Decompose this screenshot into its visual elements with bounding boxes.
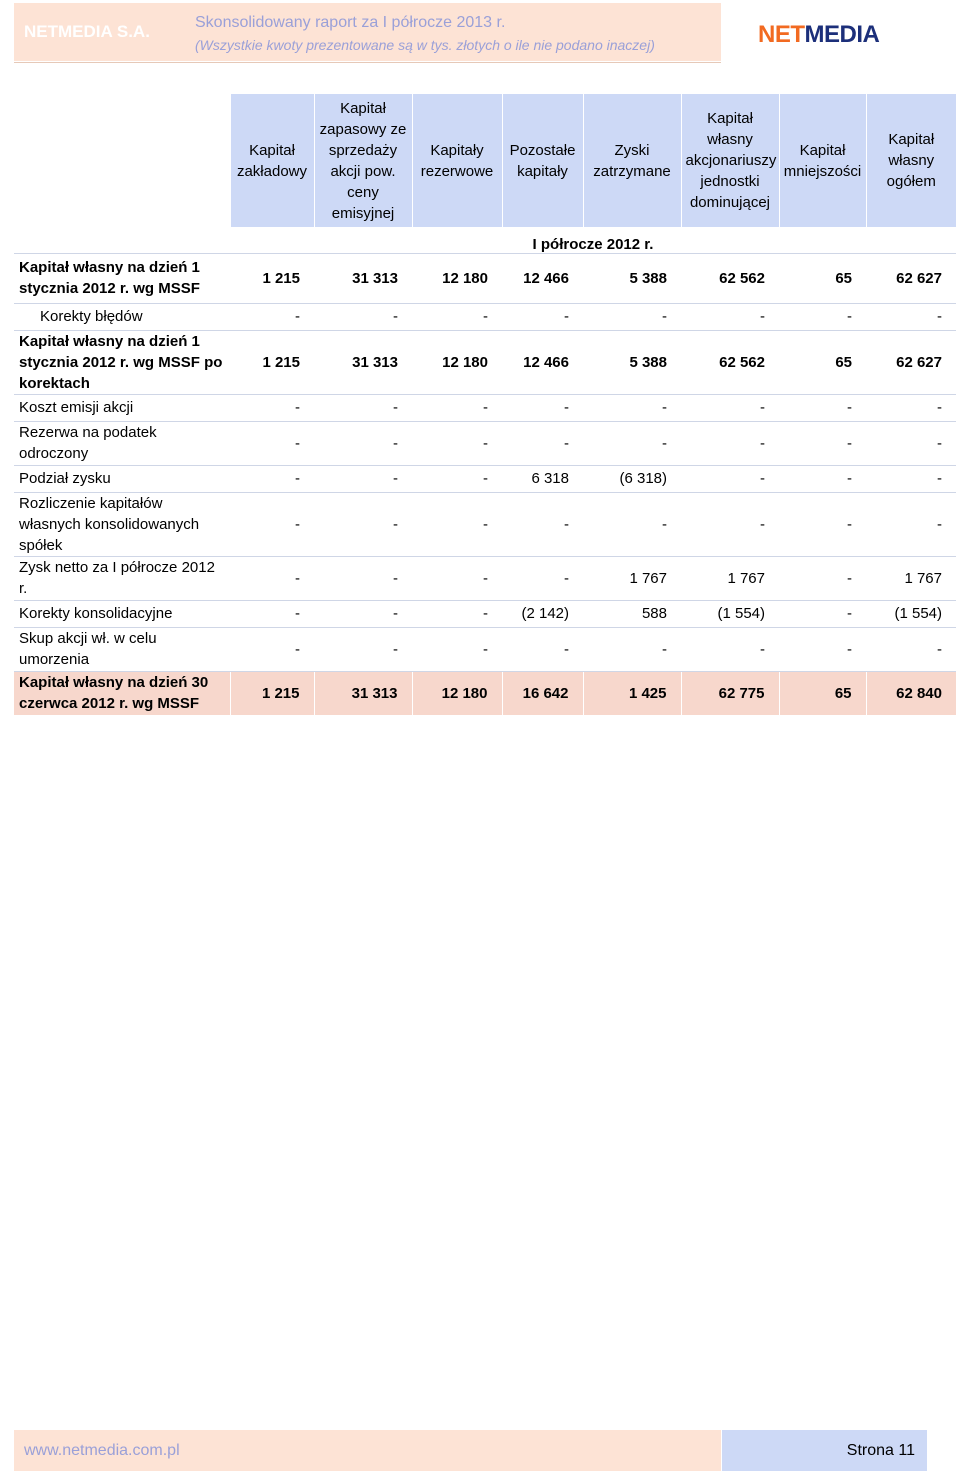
value-cell: - <box>779 394 866 421</box>
value-cell: 1 767 <box>583 556 681 600</box>
value-cell: - <box>314 394 412 421</box>
value-cell: - <box>412 303 502 330</box>
table-row <box>14 671 956 715</box>
value-cell: - <box>583 627 681 671</box>
value-cell: - <box>230 421 314 465</box>
report-subtitle: (Wszystkie kwoty prezentowane są w tys. złotych o ile nie podano inaczej) <box>195 37 655 53</box>
row-label: Kapitał własny na dzień 1 stycznia 2012 r. wg MSSF po korektach <box>14 330 230 394</box>
column-header: Zyski zatrzymane <box>583 94 681 227</box>
value-cell: - <box>230 492 314 556</box>
company-name: NETMEDIA S.A. <box>24 22 150 41</box>
value-cell: 62 562 <box>681 330 779 394</box>
value-cell: - <box>502 421 583 465</box>
table-row <box>14 330 956 394</box>
corner-cell <box>14 94 230 227</box>
table-row <box>14 465 956 492</box>
value-cell: - <box>230 303 314 330</box>
value-cell: 1 215 <box>230 330 314 394</box>
value-cell: - <box>314 556 412 600</box>
value-cell: - <box>412 556 502 600</box>
row-label: Rozliczenie kapitałów własnych konsolidowanych spółek <box>14 492 230 556</box>
equity-changes-table <box>14 94 956 715</box>
report-title: Skonsolidowany raport za I półrocze 2013 r. <box>195 14 506 31</box>
row-label: Podział zysku <box>14 465 230 492</box>
value-cell: 1 425 <box>583 671 681 715</box>
period-row <box>14 227 956 253</box>
value-cell: 16 642 <box>502 671 583 715</box>
value-cell: 62 627 <box>866 330 956 394</box>
value-cell: 65 <box>779 253 866 303</box>
value-cell: - <box>502 492 583 556</box>
value-cell: - <box>583 492 681 556</box>
table-row <box>14 303 956 330</box>
row-label: Kapitał własny na dzień 30 czerwca 2012 r. wg MSSF <box>14 671 230 715</box>
value-cell: - <box>230 600 314 627</box>
column-header: Kapitał zakładowy <box>230 94 314 227</box>
value-cell: 1 767 <box>866 556 956 600</box>
value-cell: 31 313 <box>314 330 412 394</box>
row-label: Korekty błędów <box>14 303 230 330</box>
value-cell: - <box>779 627 866 671</box>
value-cell: - <box>412 465 502 492</box>
page-number: Strona 11 <box>846 1442 915 1459</box>
column-header: Kapitał zapasowy ze sprzedaży akcji pow. ceny emisyjnej <box>314 94 412 227</box>
value-cell: (6 318) <box>583 465 681 492</box>
row-label: Zysk netto za I półrocze 2012 r. <box>14 556 230 600</box>
value-cell: - <box>866 465 956 492</box>
value-cell: - <box>866 421 956 465</box>
table-row <box>14 627 956 671</box>
column-header: Kapitały rezerwowe <box>412 94 502 227</box>
value-cell: - <box>412 421 502 465</box>
row-label: Rezerwa na podatek odroczony <box>14 421 230 465</box>
row-label: Koszt emisji akcji <box>14 394 230 421</box>
value-cell: 12 180 <box>412 330 502 394</box>
value-cell: 65 <box>779 671 866 715</box>
column-header: Kapitał własny akcjonariuszy jednostki dominującej <box>681 94 779 227</box>
value-cell: 62 627 <box>866 253 956 303</box>
table-row <box>14 421 956 465</box>
table-row <box>14 492 956 556</box>
value-cell: - <box>866 627 956 671</box>
footer-page-band <box>722 1430 927 1471</box>
footer-url: www.netmedia.com.pl <box>24 1442 180 1459</box>
value-cell: - <box>866 492 956 556</box>
value-cell: 31 313 <box>314 671 412 715</box>
value-cell: 12 466 <box>502 330 583 394</box>
value-cell: 65 <box>779 330 866 394</box>
value-cell: - <box>502 303 583 330</box>
svg-text:NETMEDIA: NETMEDIA <box>758 21 880 46</box>
value-cell: 1 215 <box>230 671 314 715</box>
value-cell: - <box>583 303 681 330</box>
value-cell: - <box>412 600 502 627</box>
value-cell: 1 767 <box>681 556 779 600</box>
value-cell: - <box>412 394 502 421</box>
value-cell: - <box>314 421 412 465</box>
value-cell: 12 466 <box>502 253 583 303</box>
value-cell: - <box>314 627 412 671</box>
column-header: Kapitał własny ogółem <box>866 94 956 227</box>
value-cell: 588 <box>583 600 681 627</box>
value-cell: 12 180 <box>412 253 502 303</box>
footer-band <box>14 1430 721 1471</box>
value-cell: - <box>779 600 866 627</box>
value-cell: - <box>583 394 681 421</box>
value-cell: - <box>779 492 866 556</box>
value-cell: - <box>681 394 779 421</box>
value-cell: - <box>866 303 956 330</box>
netmedia-logo <box>758 20 938 46</box>
value-cell: - <box>502 556 583 600</box>
value-cell: 62 562 <box>681 253 779 303</box>
value-cell: - <box>866 394 956 421</box>
row-label: Skup akcji wł. w celu umorzenia <box>14 627 230 671</box>
value-cell: - <box>502 394 583 421</box>
value-cell: - <box>681 303 779 330</box>
row-label: Korekty konsolidacyjne <box>14 600 230 627</box>
value-cell: - <box>681 627 779 671</box>
table-row <box>14 556 956 600</box>
value-cell: - <box>583 421 681 465</box>
value-cell: - <box>230 465 314 492</box>
value-cell: - <box>314 492 412 556</box>
header-divider <box>14 62 721 63</box>
value-cell: 12 180 <box>412 671 502 715</box>
value-cell: (2 142) <box>502 600 583 627</box>
value-cell: - <box>412 492 502 556</box>
value-cell: - <box>779 421 866 465</box>
value-cell: - <box>502 627 583 671</box>
value-cell: 5 388 <box>583 330 681 394</box>
period-label: I półrocze 2012 r. <box>532 235 654 253</box>
value-cell: 1 215 <box>230 253 314 303</box>
value-cell: - <box>230 556 314 600</box>
table-row <box>14 394 956 421</box>
column-headers <box>14 94 956 227</box>
value-cell: - <box>681 465 779 492</box>
table-row <box>14 600 956 627</box>
value-cell: - <box>230 627 314 671</box>
value-cell: 62 840 <box>866 671 956 715</box>
value-cell: - <box>779 465 866 492</box>
value-cell: - <box>779 556 866 600</box>
header-band <box>14 3 721 61</box>
value-cell: - <box>314 600 412 627</box>
row-label: Kapitał własny na dzień 1 stycznia 2012 r. wg MSSF <box>14 253 230 303</box>
value-cell: 31 313 <box>314 253 412 303</box>
column-header: Pozostałe kapitały <box>502 94 583 227</box>
value-cell: - <box>314 303 412 330</box>
value-cell: 5 388 <box>583 253 681 303</box>
value-cell: 6 318 <box>502 465 583 492</box>
value-cell: - <box>412 627 502 671</box>
value-cell: - <box>230 394 314 421</box>
value-cell: (1 554) <box>681 600 779 627</box>
value-cell: - <box>779 303 866 330</box>
value-cell: 62 775 <box>681 671 779 715</box>
column-header: Kapitał mniejszości <box>779 94 866 227</box>
table-row <box>14 253 956 303</box>
value-cell: - <box>681 492 779 556</box>
value-cell: - <box>314 465 412 492</box>
value-cell: (1 554) <box>866 600 956 627</box>
value-cell: - <box>681 421 779 465</box>
